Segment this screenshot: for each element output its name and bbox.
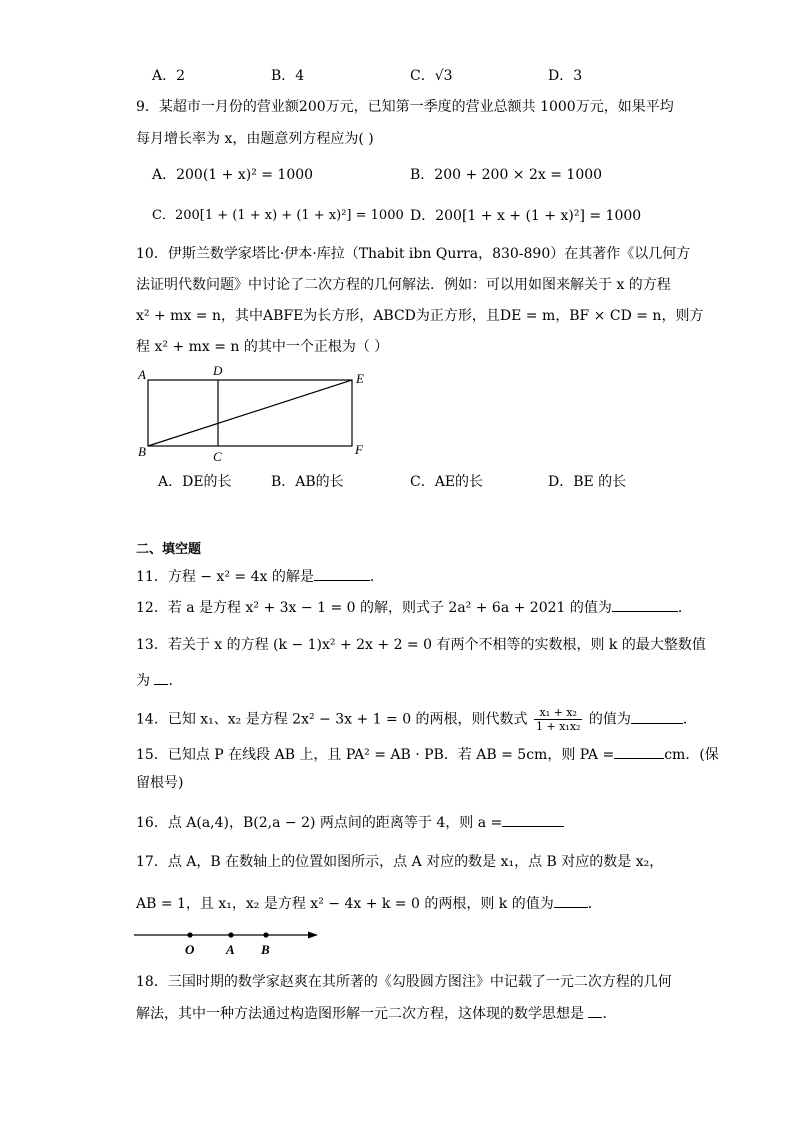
q14-text: 14．已知 x₁、x₂ 是方程 2x² − 3x + 1 = 0 的两根，则代数式 (136, 711, 528, 728)
q10-option-d: D．BE 的长 (548, 474, 627, 490)
point-b-dot (263, 932, 268, 937)
q17-stem-line1: 17．点 A，B 在数轴上的位置如图所示，点 A 对应的数是 x₁，点 B 对应的数是 x₂， (136, 854, 664, 870)
point-o-label: O (185, 942, 195, 957)
point-f-label: F (355, 442, 363, 457)
q17-number-line (130, 924, 330, 958)
q11-answer-blank[interactable] (314, 566, 370, 581)
q15-line1 (136, 744, 719, 765)
q10-option-a: A．DE的长 (158, 474, 232, 490)
q18-stem-line1: 18．三国时期的数学家赵爽在其所著的《勾股圆方图注》中记载了一元二次方程的几何 (136, 974, 672, 990)
q9-stem-line1: 9．某超市一月份的营业额200万元，已知第一季度的营业总额共 1000万元，如果平均 (136, 99, 674, 115)
q8-option-b: B．4 (271, 68, 305, 84)
point-d-label: D (213, 363, 223, 378)
point-b-label: B (261, 942, 270, 957)
q10-geometry-figure (130, 360, 380, 465)
q12-answer-blank[interactable] (612, 597, 678, 612)
q14-fraction-denominator: 1 + x₁x₂ (536, 720, 581, 733)
q10-option-b: B．AB的长 (271, 474, 344, 490)
segment-be (148, 380, 352, 446)
q15-answer-blank[interactable] (614, 744, 664, 759)
q12: 12．若 a 是方程 x² + 3x − 1 = 0 的解，则式子 2a² + 6a + 2021 的值为 ． (136, 597, 692, 618)
q8-option-c: C．√3 (410, 68, 453, 84)
q18-stem-line2: 解法，其中一种方法通过构造图形解一元二次方程，这体现的数学思想是 (136, 1006, 589, 1022)
point-a-dot (228, 932, 233, 937)
q10-stem-line2: 法证明代数问题》中讨论了二次方程的几何解法．例如：可以用如图来解关于 x 的方程 (136, 277, 671, 293)
q8-option-a: A．2 (152, 68, 186, 84)
q9-option-b: B．200 + 200 × 2x = 1000 (410, 167, 603, 183)
q11: 11．方程 − x² = 4x 的解是 ． (136, 566, 384, 587)
q13-stem-line2: 为 (136, 673, 155, 689)
point-a-label: A (138, 367, 146, 382)
q9-option-d: D．200[1 + x + (1 + x)²] = 1000 (410, 208, 642, 224)
section-fill-in-title: 二、填空题 (136, 542, 202, 557)
q9-option-c: C．200[1 + (1 + x) + (1 + x)²] = 1000 (152, 208, 404, 223)
q10-stem-line3: x² + mx = n，其中ABFE为长方形，ABCD为正方形，且DE = m，BF × CD = n，则方 (136, 308, 704, 324)
q14-fraction (534, 706, 582, 733)
q10-stem-line4: 程 x² + mx = n 的其中一个正根为（ ） (136, 339, 389, 355)
q16-text: 16．点 A(a,4)，B(2,a − 2) 两点间的距离等于 4，则 a = (136, 815, 503, 831)
q10-stem-line1: 10．伊斯兰数学家塔比·伊本·库拉（Thabit ibn Qurra，830-890）在其著作《以几何方 (136, 246, 691, 262)
q18-answer-blank[interactable] (588, 1003, 602, 1018)
q14-tail: 的值为 (588, 711, 631, 728)
q13: 为 ． (136, 670, 182, 691)
q14-answer-blank[interactable] (631, 709, 683, 724)
q15-text: 15．已知点 P 在线段 AB 上，且 PA² = AB · PB．若 AB = 5cm，则 PA = (136, 747, 615, 763)
q18: 解法，其中一种方法通过构造图形解一元二次方程，这体现的数学思想是 ． (136, 1003, 616, 1024)
q16 (136, 812, 564, 833)
q17-stem-line2: AB = 1，且 x₁，x₂ 是方程 x² − 4x + k = 0 的两根，则 k 的值为 (136, 896, 554, 912)
point-e-label: E (356, 371, 364, 386)
q15-line2: 留根号) (136, 775, 184, 791)
q9-stem-line2: 每月增长率为 x，由题意列方程应为( ) (136, 131, 374, 147)
q17-answer-blank[interactable] (554, 893, 588, 908)
q16-answer-blank[interactable] (502, 812, 564, 827)
q13-answer-blank[interactable] (154, 670, 168, 685)
number-line-arrow-icon (308, 932, 318, 939)
point-c-label: C (213, 449, 222, 464)
q13-stem-line1: 13．若关于 x 的方程 (k − 1)x² + 2x + 2 = 0 有两个不相等的实数根，则 k 的最大整数值 (136, 637, 706, 653)
q14-fraction-numerator: x₁ + x₂ (534, 706, 582, 720)
q8-option-d: D．3 (548, 68, 583, 84)
q14: 14．已知 x₁、x₂ 是方程 2x² − 3x + 1 = 0 的两根，则代数式 $\frac{\text{x₁ + x₂}}{\text{1 + x₁x₂}}$ 的值为 ． (136, 706, 697, 733)
q9-option-a: A．200(1 + x)² = 1000 (152, 167, 314, 183)
point-a-label: A (226, 942, 235, 957)
q12-text: 12．若 a 是方程 x² + 3x − 1 = 0 的解，则式子 2a² + 6a + 2021 的值为 (136, 600, 612, 616)
point-o-dot (187, 932, 192, 937)
q10-option-c: C．AE的长 (410, 474, 484, 490)
q15-unit: cm．(保 (664, 747, 719, 763)
q17: AB = 1，且 x₁，x₂ 是方程 x² − 4x + k = 0 的两根，则 k 的值为 ． (136, 893, 602, 914)
q11-text: 11．方程 − x² = 4x 的解是 (136, 569, 314, 585)
point-b-label: B (138, 444, 146, 459)
